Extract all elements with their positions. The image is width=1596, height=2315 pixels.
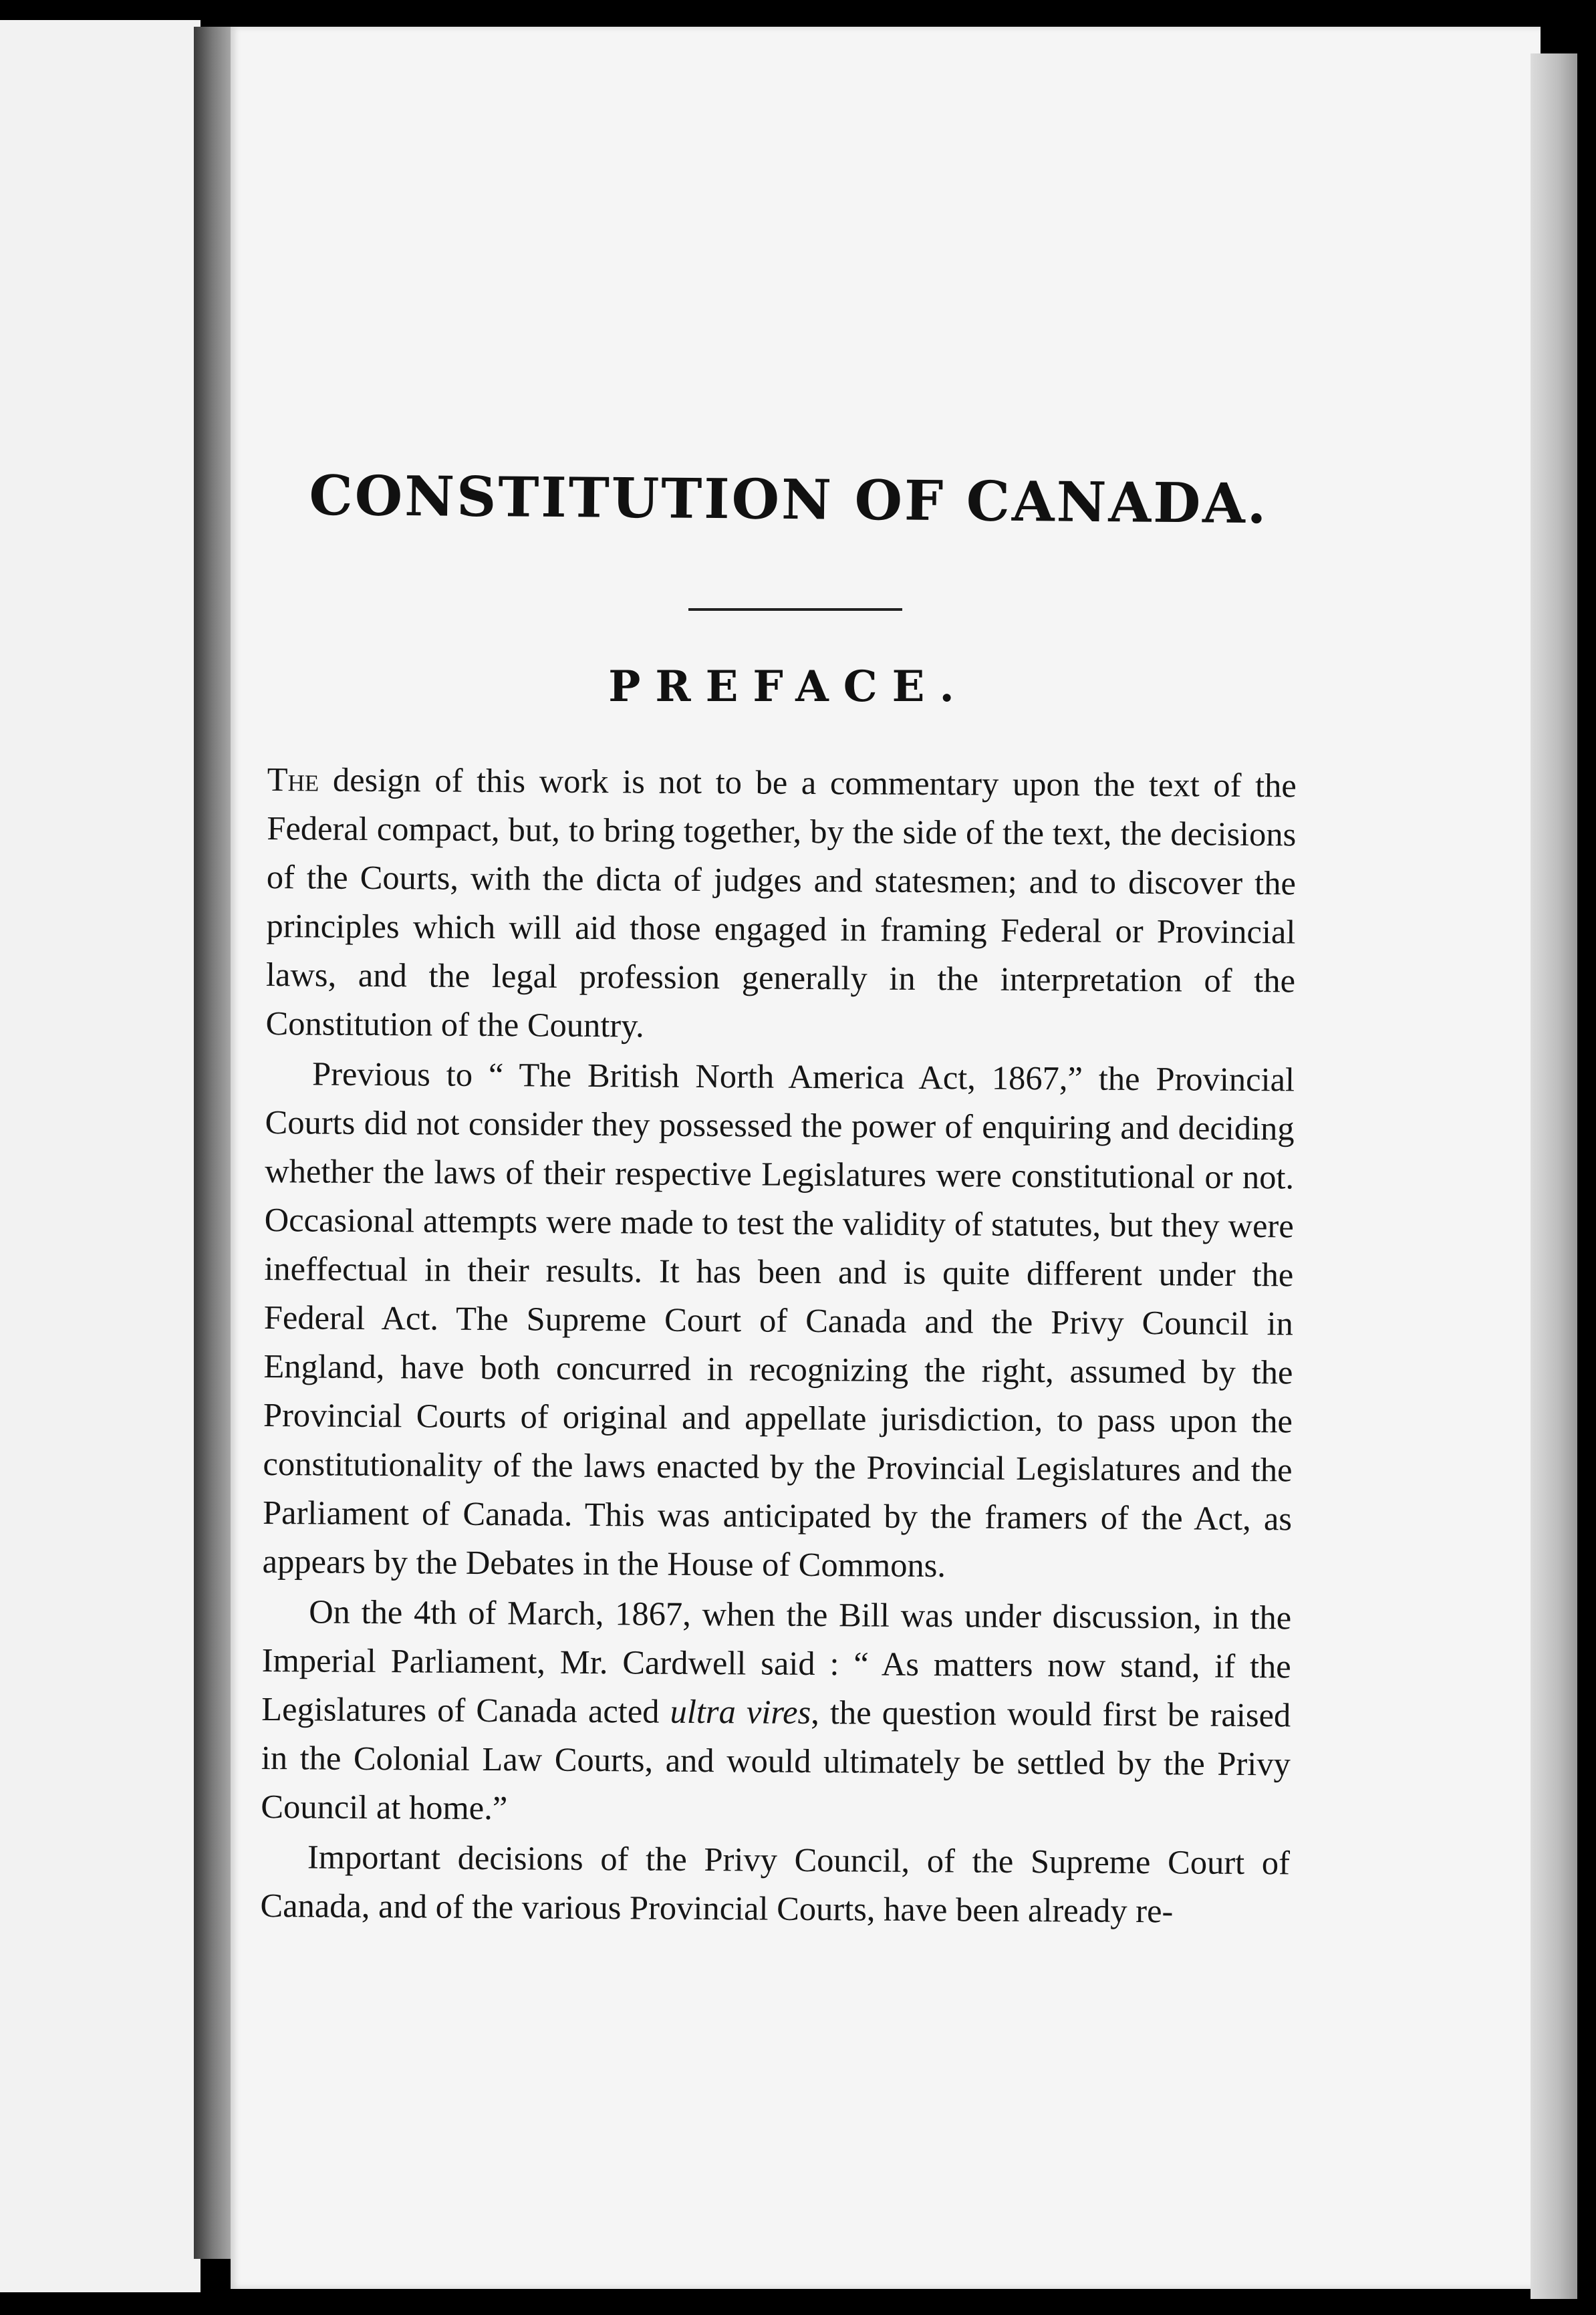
paragraph-3-italic: ultra vires: [670, 1692, 811, 1731]
document-title: CONSTITUTION OF CANADA.: [309, 463, 1269, 537]
paragraph-2: Previous to “ The British North America Act, 1867,” the Provincial Courts did not consider they possessed the power of enquiring and deciding whether the laws of their respective Legislatures were constitutional or not. Occasional attempts were made to test the validity of statutes, but they were ineffectual in their results. It has been and is quite different under the Federal Act. The Supreme Court of Canada and the Privy Council in England, have both concurred in recognizing the right, assumed by the Provincial Courts of original and appellate jurisdiction, to pass upon the constitutionality of the laws enacted by the Provincial Legislatures and the Parliament of Canada. This was anticipated by the framers of the Act, as appears by the Debates in the House of Commons.: [262, 1055, 1295, 1585]
right-page-edges: [1531, 53, 1577, 2299]
paragraph-3: [261, 1587, 1291, 1837]
preface-body: [260, 755, 1297, 1937]
title-rule: [688, 608, 902, 611]
left-page-edge: [0, 20, 201, 2292]
paragraph-1-lead: The: [267, 760, 319, 799]
paragraph-1-text: design of this work is not to be a commentary upon the text of the Federal compact, but, to bring together, by the side of the text, the decisions of the Courts, with the dicta of judges and statesmen; and to discover the principles which will aid those engaged in framing Federal or Provincial laws, and the legal profession generally in the interpretation of the Constitution of the Country.: [265, 761, 1297, 1045]
paragraph-3-after: , the question would first be raised in the Colonial Law Courts, and would ultimately be settled by the Privy Council at home.”: [261, 1693, 1291, 1827]
paragraph-4: Important decisions of the Privy Council, of the Supreme Court of Canada, and of the various Provincial Courts, have been already re-: [260, 1838, 1291, 1930]
paragraph-3-before: On the 4th of March, 1867, when the Bill was under discussion, in the Imperial Parliament, Mr. Cardwell said : “ As matters now stand, if the Legislatures of Canada acted: [261, 1593, 1292, 1730]
page-content: [260, 0, 1310, 2315]
preface-heading: PREFACE.: [608, 662, 969, 712]
paragraph-1: [265, 755, 1297, 1054]
